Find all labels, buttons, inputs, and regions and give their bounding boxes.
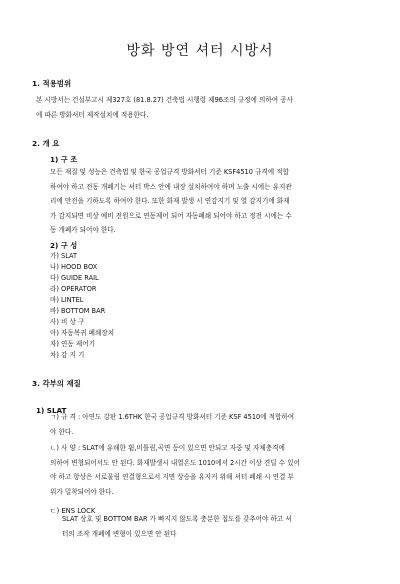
structure-line: 리에 만전을 기하도록 하여야 한다. 또한 화재 발생 시 연감지기 및 열 감지기에 화재 <box>50 197 290 206</box>
component-item: 나) HOOD BOX <box>50 263 98 271</box>
structure-line: 모든 재질 및 성능은 건축법 및 한국 공업규격 방화셔터 기준 KSF4510 규격에 적합 <box>50 168 289 176</box>
slat-spec-b <box>50 441 368 499</box>
slat-spec-b-line: ㄴ) 사 양 : SLAT에 유해한 휨,비틀림,곡면 등이 있으면 안되고 자중 및 자체충격에 <box>50 444 285 452</box>
section-1-line: 에 따른 방화셔터 제작설치에 적용한다. <box>36 110 149 119</box>
component-item: 사) 비 상 구 <box>50 318 85 326</box>
section-2-sub2-heading: 2) 구 성 <box>50 241 78 250</box>
component-item: 라) OPERATOR <box>50 285 97 293</box>
component-item: 마) LINTEL <box>50 296 84 304</box>
section-1-heading: 1. 적용범위 <box>32 79 72 88</box>
ens-lock-line: 터의 조작 개폐에 변형이 있으면 안 된다 <box>62 529 177 538</box>
ens-lock-heading: ㄷ) ENS LOCK <box>50 507 96 515</box>
section-2-sub1-heading: 1) 구 조 <box>50 155 78 164</box>
structure-line: 하여야 하고 전동 개폐기는 셔터 박스 안에 내장 설치하여야 하며 노출 시에는 유지관 <box>50 182 292 191</box>
component-item: 아) 자동복귀 폐쇄장치 <box>50 329 115 337</box>
component-item: 다) GUIDE RAIL <box>50 274 99 282</box>
section-3-sub1-heading: 1) SLAT <box>36 406 67 415</box>
section-1-line: 본 시방서는 건설부고시 제327호 (81.8.27) 건축법 시행령 제96조의 규정에 의하여 공사 <box>36 96 293 104</box>
document-title: 방화 방연 셔터 시방서 <box>126 43 274 59</box>
component-item: 가) SLAT <box>50 252 78 260</box>
section-1-body <box>36 93 368 122</box>
section-2-sub1-body <box>50 165 368 238</box>
slat-spec-b-line: 야 하고 항상은 서로물림 연결형으로서 지면 상승을 유지커 위해 셔터 폐쇄 시 연결 부 <box>50 473 294 482</box>
slat-spec-a-line: 야 한다. <box>50 427 74 436</box>
slat-spec-a-line: ㄱ) 규 격 : 아연도 강판 1.6THK 한국 공업규격 방화셔터 기준 KSF 4510에 적합하여 <box>50 413 295 421</box>
component-list <box>50 251 114 361</box>
component-item: 차) 감 지 기 <box>50 351 85 359</box>
slat-spec-b-line: 위가 밀착되어야 한다. <box>50 487 114 496</box>
slat-spec-b-line: 의하여 변형되어서도 안 된다. 화재발생시 내열온도 1010에서 2시간 이상 견딜 수 있어 <box>50 458 300 467</box>
slat-spec-a <box>50 410 368 439</box>
section-2-heading: 2. 개 요 <box>32 139 60 148</box>
ens-lock-line: SLAT 상호 및 BOTTOM BAR 가 빠지지 않도록 충분한 접도를 갖추어야 하고 셔 <box>62 515 292 523</box>
structure-line: 동 개폐가 되어야 한다. <box>50 226 116 235</box>
component-item: 바) BOTTOM BAR <box>50 307 106 315</box>
ens-lock-body <box>62 512 368 541</box>
structure-line: 가 감지되면 비상 예비 전원으로 연동제어 되어 자동폐쇄 되어야 하고 정전 시에는 수 <box>50 211 292 220</box>
component-item: 자) 연동 제어기 <box>50 340 95 348</box>
section-3-heading: 3. 각부의 재질 <box>32 379 81 388</box>
